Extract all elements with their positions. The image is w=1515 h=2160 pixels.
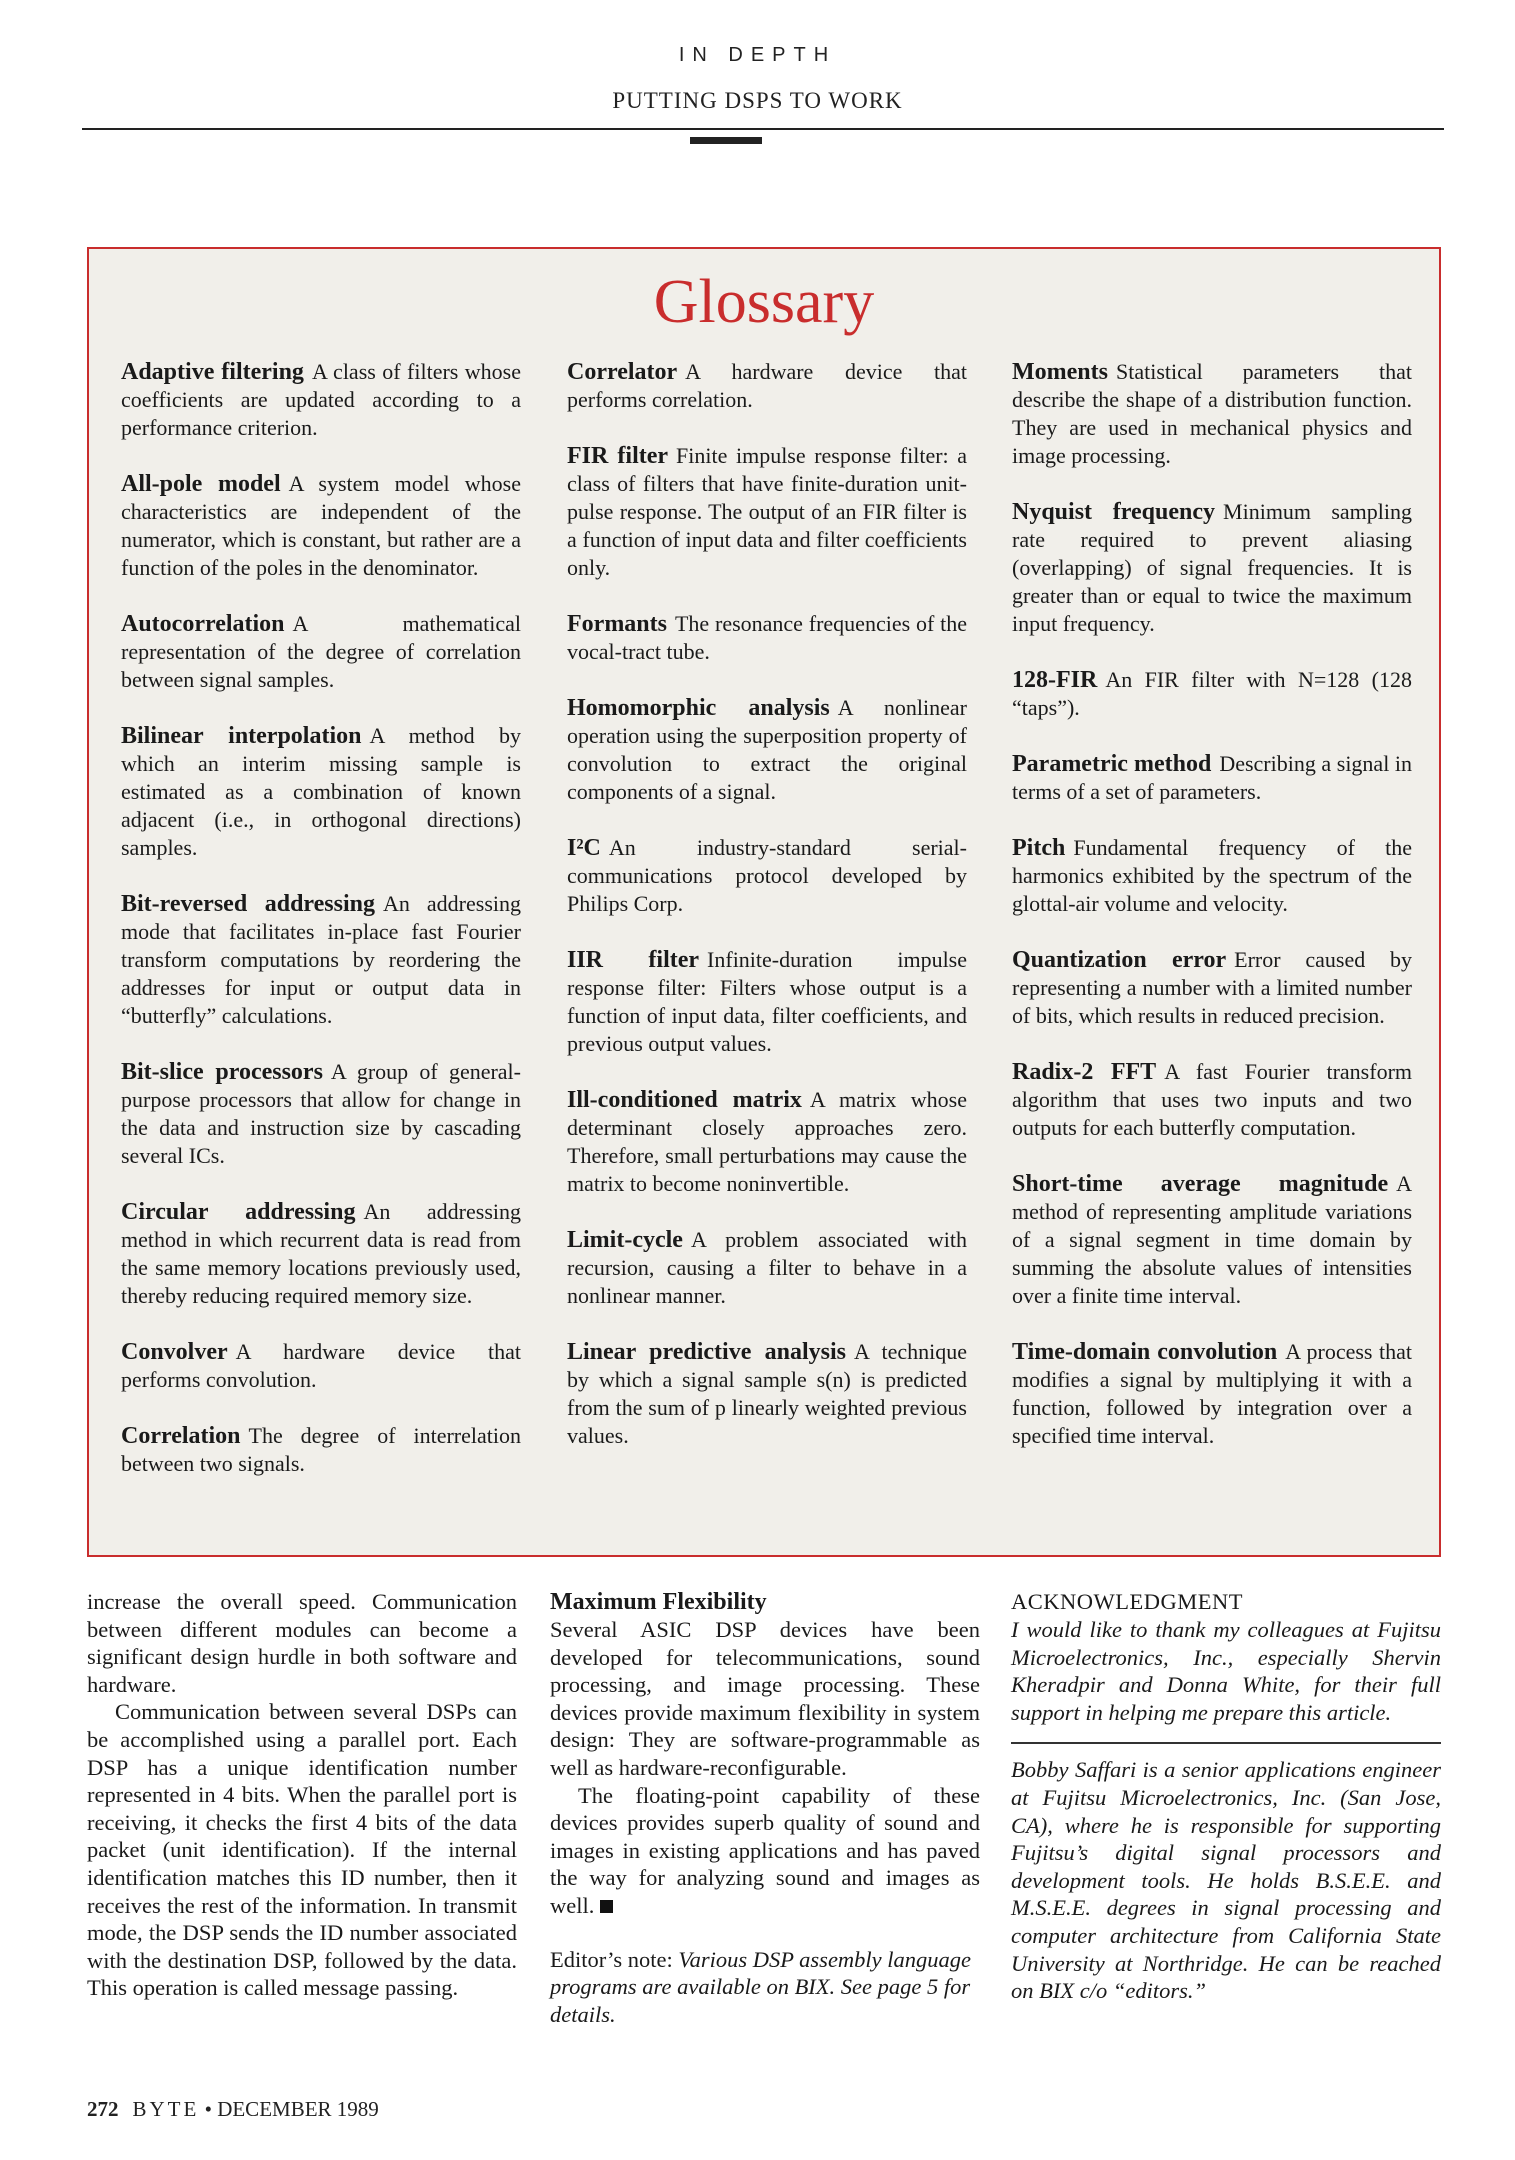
glossary-definition: A hardware device that performs convolution. xyxy=(121,1339,521,1392)
glossary-term: Correlation xyxy=(121,1423,241,1449)
glossary-entry xyxy=(567,1338,967,1450)
author-bio: Bobby Saffari is a senior applications engineer at Fujitsu Microelectronics, Inc. (San Jose, CA), where he is responsible for supporting Fujitsu’s digital signal processors and development tools. He holds B.S.E.E. and M.S.E.E. degrees in signal processing and computer architecture from California State University at Northridge. He can be reached on BIX c/o “editors.” xyxy=(1011,1757,1441,2004)
glossary-entry xyxy=(567,834,967,918)
header-rule xyxy=(82,128,1444,130)
glossary-definition: Infinite-duration impulse response filter: Filters whose output is a function of input data, filter coefficients, and previous output values. xyxy=(567,947,968,1056)
glossary-entry xyxy=(567,442,967,582)
glossary-definition: A method of representing amplitude variations of a signal segment in time domain by summing the absolute values of intensities over a finite time interval. xyxy=(1012,1171,1412,1308)
editors-note-text: Various DSP assembly language programs are available on BIX. See page 5 for details. xyxy=(550,1946,972,2027)
glossary-definition: An addressing method in which recurrent data is read from the same memory locations previously used, thereby reducing required memory size. xyxy=(121,1199,521,1308)
glossary-term: Radix-2 FFT xyxy=(1012,1059,1157,1085)
glossary-entry xyxy=(1012,834,1412,918)
glossary-term: 128-FIR xyxy=(1012,667,1098,693)
page-number: 272 xyxy=(87,2097,119,2121)
glossary-term: Correlator xyxy=(567,359,678,385)
glossary-definition: The resonance frequencies of the vocal-tract tube. xyxy=(567,611,967,664)
footer-separator: • xyxy=(204,2097,212,2121)
glossary-term: Ill-conditioned matrix xyxy=(567,1087,802,1113)
glossary-term: Convolver xyxy=(121,1339,228,1365)
glossary-entry xyxy=(567,1226,967,1310)
issue-date: DECEMBER 1989 xyxy=(217,2097,379,2121)
glossary-entry xyxy=(1012,666,1412,722)
glossary-term: Bit-slice processors xyxy=(121,1059,323,1085)
header-rule-accent xyxy=(690,137,762,144)
page-footer xyxy=(87,2097,379,2122)
glossary-entry xyxy=(567,946,967,1058)
article-paragraph: Several ASIC DSP devices have been developed for telecommunications, sound processing, and image processing. These devices provide maximum flexibility in system design: They are software-programmable as well as hardware-reconfigurable. xyxy=(550,1617,980,1780)
glossary-definition: Describing a signal in terms of a set of parameters. xyxy=(1012,751,1412,804)
glossary-entry xyxy=(1012,1338,1412,1450)
glossary-definition: A technique by which a signal sample s(n) is predicted from the sum of p linearly weighted previous values. xyxy=(567,1339,967,1448)
glossary-entry xyxy=(567,1086,967,1198)
glossary-column-3 xyxy=(1012,358,1412,1478)
glossary-definition: A class of filters whose coefficients are updated according to a performance criterion. xyxy=(121,359,522,440)
end-of-article-mark xyxy=(600,1900,613,1913)
glossary-entry xyxy=(1012,1170,1412,1310)
editors-note-label: Editor’s note: xyxy=(550,1946,673,1972)
acknowledgment-heading: ACKNOWLEDGMENT xyxy=(1011,1589,1243,1614)
glossary-entry xyxy=(1012,750,1412,806)
glossary-entry xyxy=(567,694,967,806)
glossary-term: Bilinear interpolation xyxy=(121,723,362,749)
glossary-entry xyxy=(1012,358,1412,470)
glossary-entry xyxy=(121,358,521,442)
glossary-definition: An FIR filter with N=128 (128 “taps”). xyxy=(1012,667,1412,720)
glossary-entry xyxy=(121,470,521,582)
glossary-definition: The degree of interrelation between two signals. xyxy=(121,1423,521,1476)
article-paragraph: increase the overall speed. Communication between different modules can become a significant design hurdle in both software and hardware. xyxy=(87,1589,517,1697)
article-column-3 xyxy=(1011,1588,1441,2005)
glossary-entry xyxy=(121,722,521,862)
glossary-definition: A nonlinear operation using the superposition property of convolution to extract the original components of a signal. xyxy=(567,695,967,804)
glossary-term: Parametric method xyxy=(1012,751,1212,777)
glossary-term: Bit-reversed addressing xyxy=(121,891,375,917)
glossary-entry xyxy=(567,610,967,666)
section-kicker: IN DEPTH xyxy=(678,44,837,66)
glossary-entry xyxy=(567,358,967,414)
glossary-definition: Finite impulse response filter: a class of filters that have finite-duration unit-pulse response. The output of an FIR filter is a function of input data and filter coefficients only. xyxy=(567,443,967,580)
glossary-definition: An industry-standard serial-communications protocol developed by Philips Corp. xyxy=(567,835,967,916)
glossary-column-2 xyxy=(567,358,967,1478)
glossary-term: Circular addressing xyxy=(121,1199,356,1225)
glossary-entry xyxy=(121,610,521,694)
glossary-term: FIR filter xyxy=(567,443,669,469)
article-paragraph: Communication between several DSPs can be accomplished using a parallel port. Each DSP has a unique identification number represented in 4 bits. When the parallel port is receiving, it checks the first 4 bits of the data packet (unit identification). If the internal identification matches this ID number, then it receives the rest of the information. In transmit mode, the DSP sends the ID number associated with the destination DSP, followed by the data. This operation is called message passing. xyxy=(87,1699,517,2001)
glossary-term: Linear predictive analysis xyxy=(567,1339,847,1365)
glossary-entry xyxy=(1012,1058,1412,1142)
article-paragraph-text: The floating-point capability of these devices provides superb quality of sound and images in existing applications and has paved the way for analyzing sound and images as well. xyxy=(550,1782,980,1918)
glossary-definition: A matrix whose determinant closely approaches zero. Therefore, small perturbations may cause the matrix to become noninvertible. xyxy=(567,1087,967,1196)
glossary-term: Formants xyxy=(567,611,667,637)
glossary-definition: A fast Fourier transform algorithm that uses two inputs and two outputs for each butterfly computation. xyxy=(1012,1059,1413,1140)
glossary-definition: A mathematical representation of the degree of correlation between signal samples. xyxy=(121,611,521,692)
glossary-term: All-pole model xyxy=(121,471,281,497)
glossary-entry xyxy=(121,1058,521,1170)
glossary-term: Pitch xyxy=(1012,835,1066,861)
article-paragraph xyxy=(550,1782,980,1920)
glossary-definition: A problem associated with recursion, causing a filter to behave in a nonlinear manner. xyxy=(567,1227,967,1308)
glossary-definition: A system model whose characteristics are independent of the numerator, which is constant, but rather are a function of the poles in the denominator. xyxy=(121,471,521,580)
glossary-term: I²C xyxy=(567,835,601,861)
glossary-entry xyxy=(121,890,521,1030)
magazine-name: BYTE xyxy=(132,2097,200,2121)
glossary-term: Limit-cycle xyxy=(567,1227,683,1253)
section-title: PUTTING DSPS TO WORK xyxy=(612,88,903,113)
glossary-entry xyxy=(1012,498,1412,638)
glossary-term: Nyquist frequency xyxy=(1012,499,1216,525)
glossary-definition: A method by which an interim missing sample is estimated as a combination of known adjacent (i.e., in orthogonal directions) samples. xyxy=(121,723,521,860)
glossary-definition: A hardware device that performs correlation. xyxy=(567,359,967,412)
glossary-term: IIR filter xyxy=(567,947,700,973)
article-column-2 xyxy=(550,1588,980,2028)
article-column-1 xyxy=(87,1588,517,2002)
glossary-term: Short-time average magnitude xyxy=(1012,1171,1389,1197)
glossary-term: Adaptive filtering xyxy=(121,359,304,385)
glossary-column-1 xyxy=(121,358,521,1506)
glossary-definition: A group of general-purpose processors that allow for change in the data and instruction size by cascading several ICs. xyxy=(121,1059,521,1168)
editors-note xyxy=(550,1946,980,2029)
glossary-entry xyxy=(121,1422,521,1478)
glossary-definition: Minimum sampling rate required to prevent aliasing (overlapping) of signal frequencies. It is greater than or equal to twice the maximum input frequency. xyxy=(1012,499,1412,636)
glossary-term: Quantization error xyxy=(1012,947,1227,973)
glossary-definition: An addressing mode that facilitates in-place fast Fourier transform computations by reordering the addresses for input or output data in “butterfly” calculations. xyxy=(121,891,522,1028)
glossary-term: Autocorrelation xyxy=(121,611,285,637)
glossary-title: Glossary xyxy=(653,268,875,336)
acknowledgment-text: I would like to thank my colleagues at Fujitsu Microelectronics, Inc., especially Shervin Kheradpir and Donna White, for their full support in helping me prepare this article. xyxy=(1011,1617,1441,1725)
glossary-entry xyxy=(121,1338,521,1394)
glossary-definition: A process that modifies a signal by multiplying it with a function, followed by integration over a specified time interval. xyxy=(1012,1339,1412,1448)
glossary-term: Time-domain convolution xyxy=(1012,1339,1278,1365)
glossary-term: Moments xyxy=(1012,359,1108,385)
bio-divider xyxy=(1011,1742,1441,1744)
glossary-entry xyxy=(1012,946,1412,1030)
glossary-definition: Error caused by representing a number with a limited number of bits, which results in reduced precision. xyxy=(1012,947,1413,1028)
glossary-definition: Statistical parameters that describe the shape of a distribution function. They are used in mechanical physics and image processing. xyxy=(1012,359,1412,468)
glossary-entry xyxy=(121,1198,521,1310)
subhead-maximum-flexibility: Maximum Flexibility xyxy=(550,1589,767,1615)
glossary-box xyxy=(87,247,1441,1557)
glossary-definition: Fundamental frequency of the harmonics exhibited by the spectrum of the glottal-air volume and velocity. xyxy=(1012,835,1412,916)
glossary-term: Homomorphic analysis xyxy=(567,695,830,721)
